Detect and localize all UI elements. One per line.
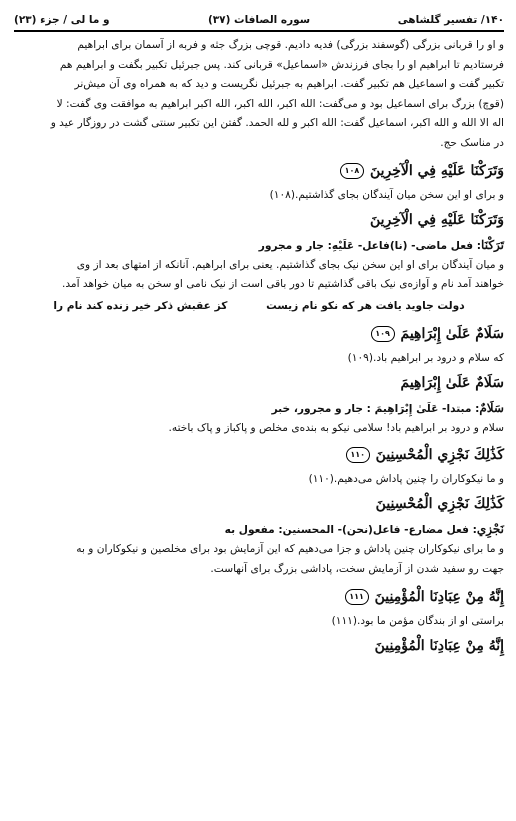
verse-108-repeat: وَتَرَكْنَا عَلَيْهِ فِي الْآخِرِينَ (369, 211, 504, 228)
poem-couplet (14, 295, 504, 317)
verse-109-arabic (14, 319, 504, 349)
verse-number-badge: ۱۰۹ (371, 326, 395, 342)
verse-111-repeat: إِنَّهُ مِنْ عِبَادِنَا الْمُؤْمِنِينَ (374, 637, 504, 654)
explanation-line: و میان آیندگان برای او این سخن نیک بجای گذاشتیم. یعنی برای ابراهیم. آنانکه از امتهای بعد از وی (76, 258, 504, 271)
grammar-word: تَرَكْنَا (481, 237, 504, 252)
verse-number-badge: ۱۰۸ (340, 163, 364, 179)
verse-109-explanation (14, 419, 504, 439)
verse-110-translation: و ما نیکوکاران را چنین پاداش می‌دهیم.(۱۱۰) (308, 473, 504, 486)
verse-text: وَتَرَكْنَا عَلَيْهِ فِي الْآخِرِينَ (369, 162, 504, 179)
intro-line: فرستادیم تا ابراهیم او را بجای فرزندش «اسماعیل» قربانی کند. پس جبرئیل تکبیر بگفت و ابراهیم هم (59, 58, 504, 71)
grammar-word: سَلَامٌ (479, 400, 504, 415)
verse-text: كَذَٰلِكَ نَجْزِي الْمُحْسِنِينَ (375, 447, 504, 464)
header-juz: و ما لی / جزء (۲۳) (14, 14, 110, 26)
verse-text: سَلَامٌ عَلَىٰ إِبْرَاهِيمَ (400, 325, 504, 342)
intro-paragraph (14, 36, 504, 154)
header-book-title: ۱۴۰/ تفسیر گلشاهی (397, 14, 504, 26)
intro-line: اله الا الله و الله اکبر، اسماعیل گفت: الله اکبر و لله الحمد. گفتن این تکبیر سنتی گشت در روزگار عید و (50, 117, 504, 130)
grammar-analysis: : مبتدا- عَلَىٰ إِبْرَاهِيمَ : جار و مجرور، خبر (271, 402, 480, 415)
verse-111-arabic (14, 582, 504, 612)
verse-number-badge: ۱۱۱ (345, 589, 369, 605)
header-surah: سوره الصافات (۳۷) (207, 14, 311, 26)
verse-109-translation: که سلام و درود بر ابراهیم باد.(۱۰۹) (347, 351, 504, 364)
verse-110-grammar (14, 519, 504, 540)
explanation-line: سلام و درود بر ابراهیم باد! سلامی نیکو به بنده‌ی مخلص و پاکباز و پاک باخته. (168, 421, 504, 434)
verse-109-grammar (14, 398, 504, 419)
intro-line: تکبیر گفت و اسماعیل هم تکبیر گفت. ابراهیم به جبرئیل نگریست و دید که به همراه وی آن میش‌نر (74, 78, 504, 91)
running-header (14, 10, 504, 30)
verse-108-grammar (14, 235, 504, 256)
grammar-analysis: : فعل ماضی- (نا)فاعل- عَلَيْهِ: جار و مجرور (258, 239, 482, 252)
verse-108-arabic (14, 156, 504, 186)
verse-text: إِنَّهُ مِنْ عِبَادِنَا الْمُؤْمِنِينَ (374, 588, 504, 605)
verse-111-translation: براستی او از بندگان مؤمن ما بود.(۱۱۱) (331, 614, 504, 627)
intro-line: و او را قربانی بزرگی (گوسفند بزرگی) فدیه دادیم. قوچی بزرگ جثه و فربه از آسمان برای ابراهیم (77, 39, 504, 51)
intro-line: در مناسک حج. (440, 136, 504, 149)
verse-110-arabic (14, 440, 504, 470)
verse-108-translation: و برای او این سخن میان آیندگان بجای گذاشتیم.(۱۰۸) (269, 188, 504, 201)
verse-109-repeat: سَلَامٌ عَلَىٰ إِبْرَاهِيمَ (400, 374, 504, 391)
poem-hemistich-left: کز عقبش ذکر خیر زنده کند نام را (53, 299, 228, 312)
explanation-line: خواهند آمد نام و آوازه‌ی نیک باقی گذاشتیم تا دور باقی است از نیک نامی او سخن به میان خواهد آمد. (62, 278, 504, 291)
grammar-analysis: : فعل مضارع- فاعل(نحن)- المحسنین: مفعول به (224, 524, 477, 537)
explanation-line: و ما برای نیکوکاران چنین پاداش و جزا می‌دهیم که این آزمایش بود برای مخلصین و نیکوکاران و به (76, 543, 504, 556)
verse-number-badge: ۱۱۰ (346, 447, 370, 463)
verse-110-repeat: كَذَٰلِكَ نَجْزِي الْمُحْسِنِينَ (375, 496, 504, 513)
explanation-line: جهت رو سفید شدن از آزمایش سخت، پاداشی بزرگ برای آنهاست. (210, 562, 504, 575)
poem-hemistich-right: دولت جاوید یافت هر که نکو نام زیست (266, 299, 465, 312)
page (14, 10, 504, 812)
header-rule (14, 30, 504, 32)
verse-108-explanation (14, 256, 504, 295)
verse-110-explanation (14, 540, 504, 579)
grammar-word: نَجْزِي (476, 522, 504, 537)
intro-line: (قوچ) بزرگ برای اسماعیل بود و می‌گفت: الله اکبر، الله اکبر، الله اکبر ابراهیم به موافقت وی گفت: لا (56, 97, 504, 110)
